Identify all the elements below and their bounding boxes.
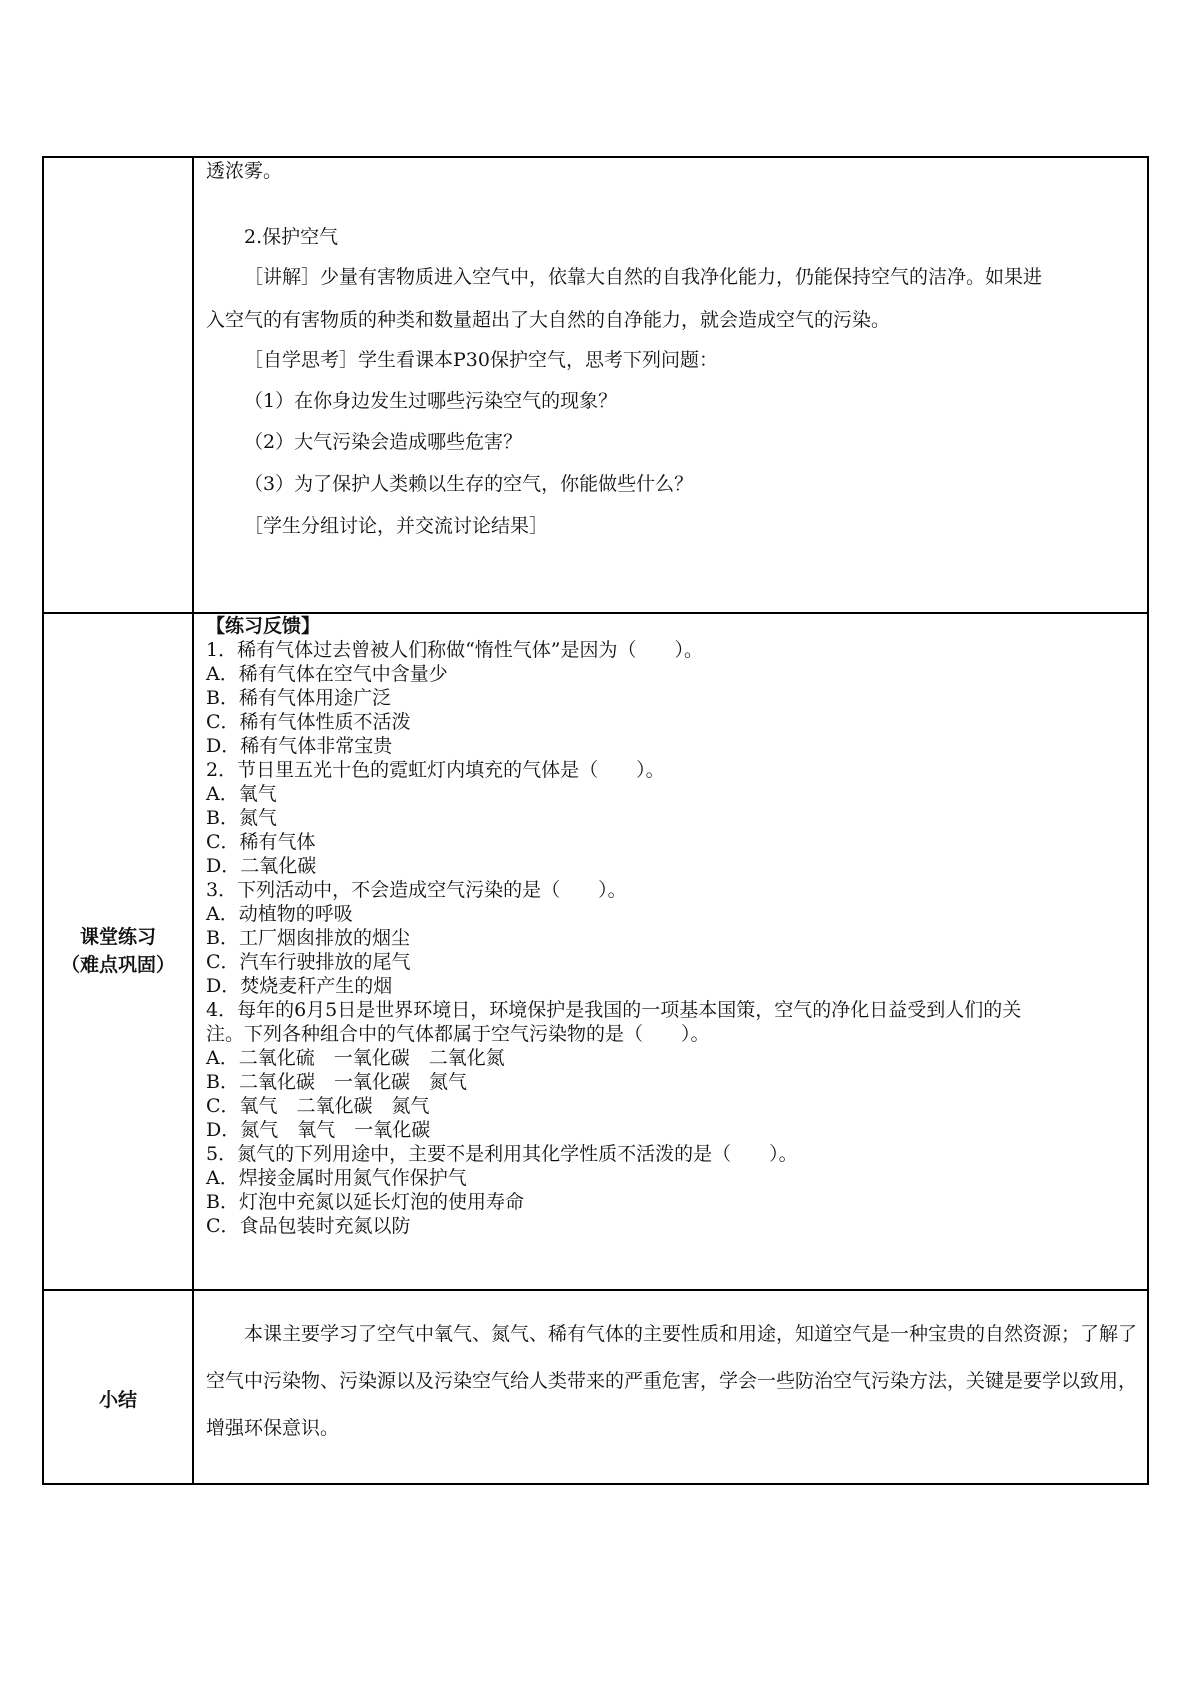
row-label-summary: 小结 <box>98 1389 137 1411</box>
exercise-line: D．焚烧麦秆产生的烟 <box>206 975 393 997</box>
summary-text-block <box>206 1311 1137 1452</box>
exercise-line: D．氮气 氧气 一氧化碳 <box>206 1119 431 1141</box>
exercise-line: 3．下列活动中，不会造成空气污染的是（ ）。 <box>206 879 627 901</box>
exercise-line: A．二氧化硫 一氧化碳 二氧化氮 <box>206 1047 505 1069</box>
exercise-line: 2．节日里五光十色的霓虹灯内填充的气体是（ ）。 <box>206 759 665 781</box>
exercise-line: D．二氧化碳 <box>206 855 317 877</box>
exercise-line: 注。下列各种组合中的气体都属于空气污染物的是（ ）。 <box>206 1023 710 1045</box>
row-protect-air-content <box>194 158 1147 612</box>
label-line: （难点巩固） <box>60 954 175 976</box>
exercise-line: B．二氧化碳 一氧化碳 氮气 <box>206 1071 467 1093</box>
exercise-list <box>206 614 1137 1238</box>
exercise-line: C．稀有气体 <box>206 831 316 853</box>
exercise-line: 4．每年的6月5日是世界环境日，环境保护是我国的一项基本国策，空气的净化日益受到人们的关 <box>206 999 1022 1021</box>
exercise-line: A．稀有气体在空气中含量少 <box>206 663 448 685</box>
lesson-table <box>42 156 1149 1485</box>
row-label-practice <box>44 923 192 979</box>
text-line: 入空气的有害物质的种类和数量超出了大自然的自净能力，就会造成空气的污染。 <box>206 309 891 331</box>
question-line: （3）为了保护人类赖以生存的空气，你能做些什么？ <box>244 473 694 495</box>
exercise-line: A．氧气 <box>206 783 277 805</box>
exercise-heading: 【练习反馈】 <box>206 615 321 637</box>
summary-text: 本课主要学习了空气中氧气、氮气、稀有气体的主要性质和用途，知道空气是一种宝贵的自然资源；了解了空气中污染物、污染源以及污染空气给人类带来的严重危害，学会一些防治空气污染方法，关键是要学以致用，增强环保意识。 <box>206 1323 1138 1439</box>
text-line: 透浓雾。 <box>206 160 283 182</box>
section-heading: 2.保护空气 <box>244 226 339 248</box>
label-line: 课堂练习 <box>79 926 156 948</box>
text-line: ［自学思考］学生看课本P30保护空气，思考下列问题： <box>244 349 718 371</box>
question-line: （2）大气污染会造成哪些危害？ <box>244 431 523 453</box>
exercise-line: C．食品包装时充氮以防 <box>206 1215 411 1237</box>
exercise-line: 1．稀有气体过去曾被人们称做“惰性气体”是因为（ ）。 <box>206 639 704 661</box>
exercise-line: A．动植物的呼吸 <box>206 903 353 925</box>
exercise-line: C．稀有气体性质不活泼 <box>206 711 411 733</box>
text-line: ［学生分组讨论，并交流讨论结果］ <box>244 515 549 537</box>
question-line: （1）在你身边发生过哪些污染空气的现象？ <box>244 390 618 412</box>
exercise-line: D．稀有气体非常宝贵 <box>206 735 393 757</box>
exercise-line: C．汽车行驶排放的尾气 <box>206 951 411 973</box>
row-summary-content <box>194 1291 1147 1485</box>
row-practice-content <box>194 614 1147 1289</box>
exercise-line: B．氮气 <box>206 807 277 829</box>
exercise-line: A．焊接金属时用氮气作保护气 <box>206 1167 467 1189</box>
exercise-line: B．灯泡中充氮以延长灯泡的使用寿命 <box>206 1191 524 1213</box>
exercise-line: B．稀有气体用途广泛 <box>206 687 391 709</box>
exercise-line: C．氧气 二氧化碳 氮气 <box>206 1095 430 1117</box>
exercise-line: 5．氮气的下列用途中，主要不是利用其化学性质不活泼的是（ ）。 <box>206 1143 798 1165</box>
text-line: ［讲解］少量有害物质进入空气中，依靠大自然的自我净化能力，仍能保持空气的洁净。如果进 <box>244 266 1043 288</box>
exercise-line: B．工厂烟囱排放的烟尘 <box>206 927 410 949</box>
